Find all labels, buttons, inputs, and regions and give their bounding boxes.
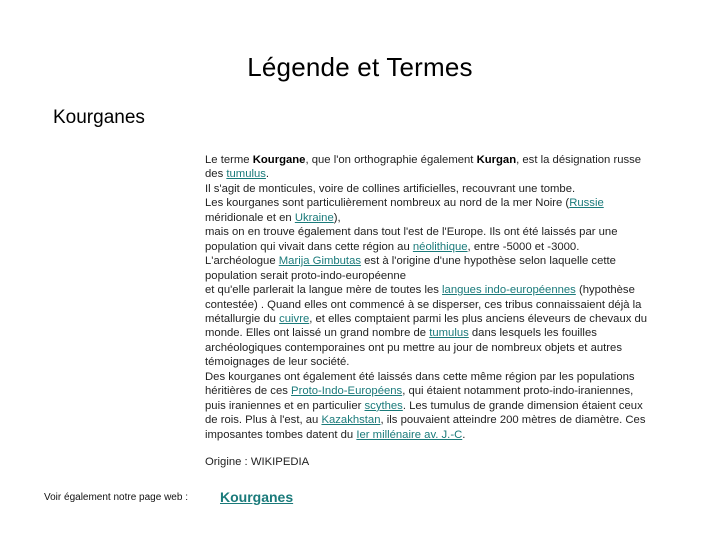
text: et qu'elle parlerait la langue mère de toutes les xyxy=(205,284,443,297)
link-langues-indo-europeennes[interactable]: langues indo-européennes xyxy=(442,284,576,297)
link-kazakhstan[interactable]: Kazakhstan xyxy=(321,414,381,427)
link-scythes[interactable]: scythes xyxy=(364,399,403,412)
text: , ils pouvaient atteindre 200 mètres de diamètre. Ces imposantes tombes datent du xyxy=(205,414,646,441)
text: Le terme xyxy=(205,154,253,166)
link-cuivre[interactable]: cuivre xyxy=(279,312,310,325)
text: L'archéologue xyxy=(205,255,279,268)
see-also-label: Voir également notre page web : xyxy=(44,492,188,503)
origin-text: Origine : WIKIPEDIA xyxy=(205,456,310,468)
text: . xyxy=(462,428,466,441)
paragraph-5 xyxy=(205,254,655,283)
paragraph-3 xyxy=(205,196,655,225)
text: , et elles comptaient parmi les plus anciens éleveurs de chevaux du monde. Elles ont laissé un grand nombre de xyxy=(205,312,648,340)
link-tumulus-2[interactable]: tumulus xyxy=(429,327,469,340)
link-russie[interactable]: Russie xyxy=(569,197,604,210)
text: , entre -5000 et -3000. xyxy=(467,240,580,253)
link-tumulus[interactable]: tumulus xyxy=(226,168,266,181)
section-heading: Kourganes xyxy=(53,107,145,128)
bold-term-kourgane: Kourgane xyxy=(252,154,306,166)
see-also-link-kourganes[interactable]: Kourganes xyxy=(220,489,294,505)
paragraph-2 xyxy=(205,182,655,196)
text: méridionale et en xyxy=(205,211,295,224)
text: (hypothèse contestée) . Quand elles ont commencé à se disperser, ces tribus connaissaient déjà la métallurgie du xyxy=(205,284,642,325)
link-neolithique[interactable]: néolithique xyxy=(412,240,468,253)
link-proto-indo-europeens[interactable]: Proto-Indo-Européens xyxy=(291,385,403,398)
paragraph-1 xyxy=(205,153,655,182)
link-ukraine[interactable]: Ukraine xyxy=(294,211,334,224)
link-ier-millenaire[interactable]: Ier millénaire av. J.-C xyxy=(356,428,463,441)
text: , que l'on orthographie également xyxy=(305,154,477,166)
text: Il s'agit de monticules, voire de collines artificielles, recouvrant une tombe. xyxy=(205,182,576,195)
text: , qui étaient notamment proto-indo-iraniennes, puis iraniennes et en particulier xyxy=(205,385,634,412)
text: Des kourganes ont également été laissés dans cette même région par les populations héritières de ces xyxy=(205,370,635,398)
paragraph-6 xyxy=(205,283,655,370)
paragraph-7 xyxy=(205,370,655,442)
text: . xyxy=(265,168,270,181)
text: . Les tumulus de grande dimension étaient ceux de rois. Plus à l'est, au xyxy=(205,399,643,427)
text: dans lesquels les fouilles archéologiques contemporaines ont pu mettre au jour de nombreux objets et autres témoignages de leur société. xyxy=(205,327,622,369)
text: mais on en trouve également dans tout l'est de l'Europe. Ils ont été laissés par une population qui vivait dans cette région au xyxy=(205,226,618,253)
bold-term-kurgan: Kurgan xyxy=(476,154,517,166)
text: Les kourganes sont particulièrement nombreux au nord de la mer Noire ( xyxy=(205,197,570,210)
link-marija-gimbutas[interactable]: Marija Gimbutas xyxy=(278,255,362,268)
text: ), xyxy=(333,211,341,224)
text: , est la désignation russe des xyxy=(205,154,642,181)
paragraph-4 xyxy=(205,225,655,254)
article-body xyxy=(205,153,655,442)
page-title: Légende et Termes xyxy=(247,52,473,82)
text: est à l'origine d'une hypothèse selon laquelle cette population serait proto-indo-européenne xyxy=(205,255,616,282)
